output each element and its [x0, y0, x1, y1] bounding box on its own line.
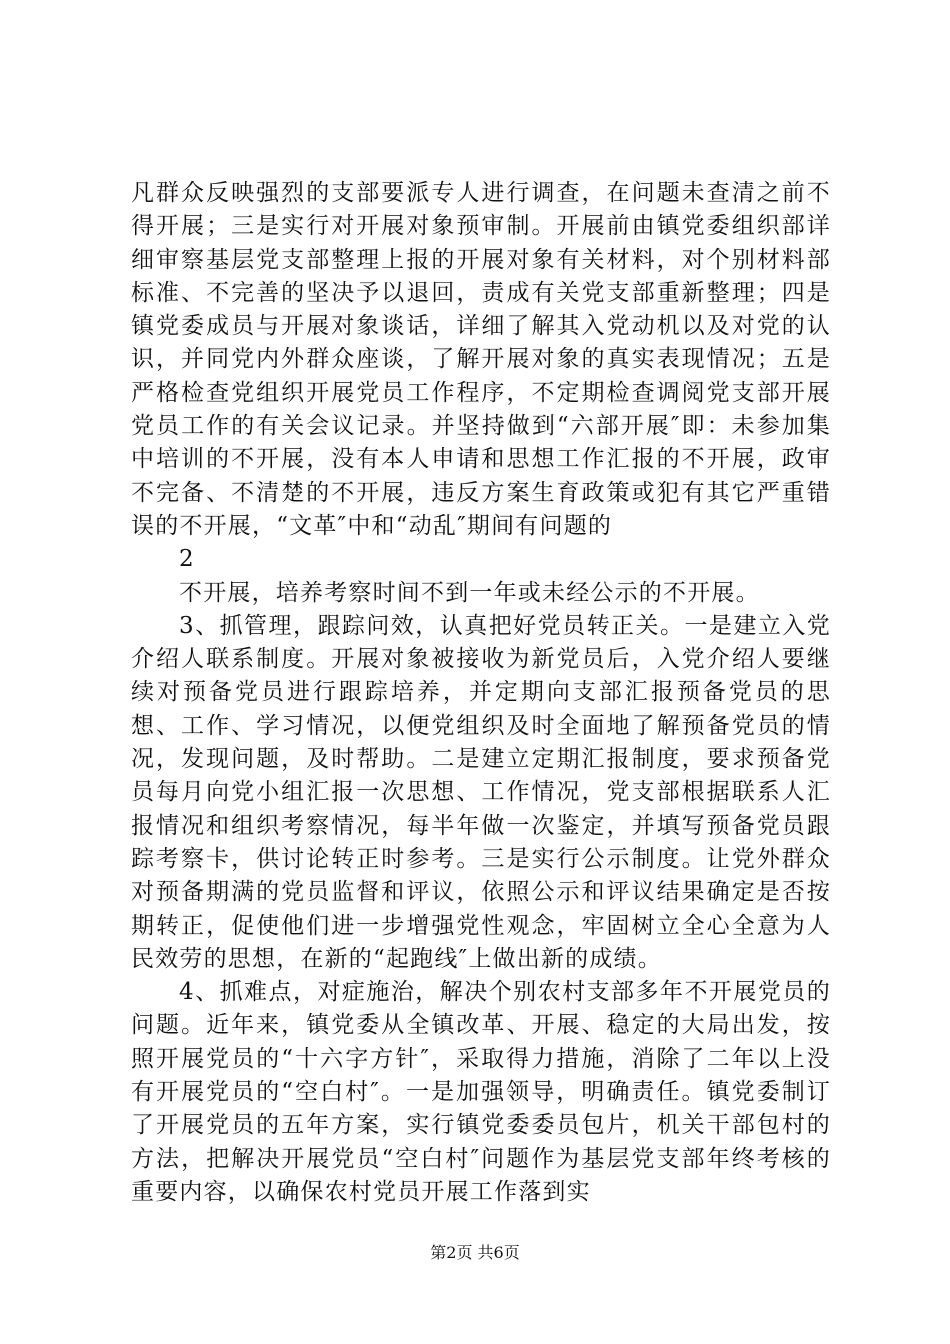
inline-page-number: 2 [179, 546, 195, 573]
paragraph: 不开展，培养考察时间不到一年或未经公示的不开展。 [179, 579, 760, 606]
paragraph-continued: 凡群众反映强烈的支部要派专人进行调查，在问题未查清之前不得开展；三是实行对开展对象预审制。开展前由镇党委组织部详细审察基层党支部整理上报的开展对象有关材料，对个别材料部标准、不完善的坚决予以退回，责成有关党支部重新整理；四是镇党委成员与开展对象谈话，详细了解其入党动机以及对党的认识，并同党内外群众座谈，了解开展对象的真实表现情况；五是严格检查党组织开展党员工作程序，不定期检查调阅党支部开展党员工作的有关会议记录。并坚持做到“六部开展″即：未参加集中培训的不开展，没有本人申请和思想工作汇报的不开展，政审不完备、不清楚的不开展，违反方案生育政策或犯有其它严重错误的不开展，“文革″中和“动乱″期间有问题的 [131, 180, 831, 539]
paragraph-section-4: 4、抓难点，对症施治，解决个别农村支部多年不开展党员的问题。近年来，镇党委从全镇改革、开展、稳定的大局出发，按照开展党员的“十六字方针″，采取得力措施，消除了二年以上没有开展党员的“空白村″。一是加强领导，明确责任。镇党委制订了开展党员的五年方案，实行镇党委委员包片，机关干部包村的方法，把解决开展党员“空白村″问题作为基层党支部年终考核的重要内容，以确保农村党员开展工作落到实 [131, 979, 831, 1205]
paragraph-section-3: 3、抓管理，跟踪问效，认真把好党员转正关。一是建立入党介绍人联系制度。开展对象被接收为新党员后，入党介绍人要继续对预备党员进行跟踪培养，并定期向支部汇报预备党员的思想、工作、学习情况，以便党组织及时全面地了解预备党员的情况，发现问题，及时帮助。二是建立定期汇报制度，要求预备党员每月向党小组汇报一次思想、工作情况，党支部根据联系人汇报情况和组织考察情况，每半年做一次鉴定，并填写预备党员跟踪考察卡，供讨论转正时参考。三是实行公示制度。让党外群众对预备期满的党员监督和评议，依照公示和评议结果确定是否按期转正，促使他们进一步增强党性观念，牢固树立全心全意为人民效劳的思想，在新的“起跑线″上做出新的成绩。 [131, 612, 831, 972]
body-text [131, 177, 831, 1209]
page-footer: 第2页 共6页 [430, 1243, 520, 1262]
